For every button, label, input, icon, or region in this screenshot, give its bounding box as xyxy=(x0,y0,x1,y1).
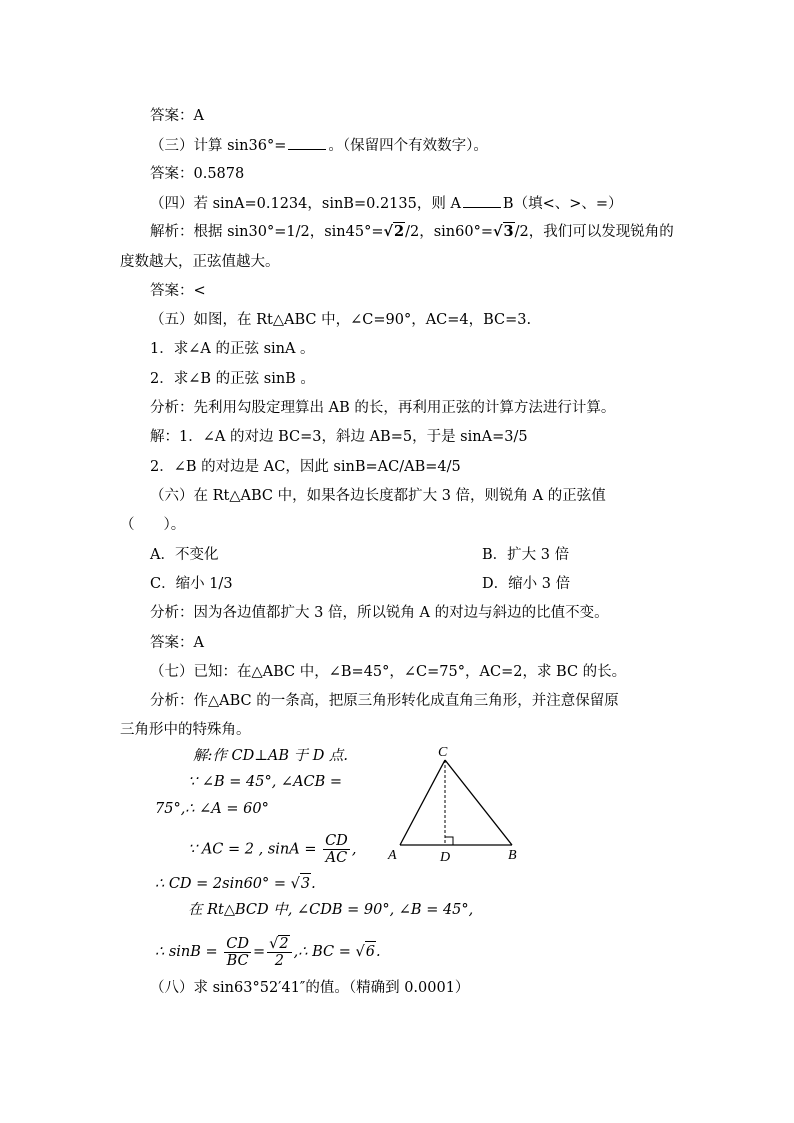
answer-line: 答案：A xyxy=(150,108,204,124)
sqrt-2: √2 xyxy=(383,223,405,240)
answer-blank[interactable] xyxy=(463,193,501,208)
solution-7-step2: ∵ ∠B = 45°, ∠ACB = xyxy=(188,774,343,790)
answer-line: 答案：0.5878 xyxy=(150,166,245,182)
analysis-4-cont: 度数越大，正弦值越大。 xyxy=(120,254,280,270)
answer-line: 答案：A xyxy=(150,635,204,651)
side-bc xyxy=(445,760,512,845)
analysis-7-cont: 三角形中的特殊角。 xyxy=(120,722,251,738)
label-a: A xyxy=(388,848,397,863)
side-ac xyxy=(400,760,445,845)
question-5-part2: 2．求∠B 的正弦 sinB 。 xyxy=(150,371,315,387)
solution-5-1: 解：1．∠A 的对边 BC=3，斜边 AB=5，于是 sinA=3/5 xyxy=(150,429,528,445)
option-a: A．不变化 xyxy=(150,547,219,563)
question-7: （七）已知：在△ABC 中，∠B=45°，∠C=75°，AC=2，求 BC 的长。 xyxy=(150,664,627,680)
label-c: C xyxy=(438,745,448,760)
fraction-cd-ac: $\frac{CD}{AC}$ xyxy=(325,833,348,866)
option-d: D．缩小 3 倍 xyxy=(482,576,571,592)
solution-7-step6: 在 Rt△BCD 中, ∠CDB = 90°, ∠B = 45°, xyxy=(188,902,474,918)
solution-7-step4: ∵ AC = 2 , sinA = $\frac{CD}{AC}$ , xyxy=(188,833,357,866)
triangle-figure xyxy=(380,740,530,866)
analysis-5: 分析：先利用勾股定理算出 AB 的长，再利用正弦的计算方法进行计算。 xyxy=(150,400,616,416)
solution-7-step5: ∴ CD = 2sin60° = √3. xyxy=(155,873,316,894)
answer-blank[interactable] xyxy=(288,135,326,150)
option-b: B．扩大 3 倍 xyxy=(482,547,570,563)
question-3: （三）计算 sin36°= 。（保留四个有效数字）。 xyxy=(150,135,488,156)
analysis-7: 分析：作△ABC 的一条高，把原三角形转化成直角三角形，并注意保留原 xyxy=(150,693,619,709)
solution-7-step3: 75°,∴ ∠A = 60° xyxy=(155,801,269,817)
question-8: （八）求 sin63°52′41″的值。（精确到 0.0001） xyxy=(150,980,470,996)
option-c: C．缩小 1/3 xyxy=(150,576,233,592)
analysis-6: 分析：因为各边值都扩大 3 倍，所以锐角 A 的对边与斜边的比值不变。 xyxy=(150,605,609,621)
sqrt-3: √3 xyxy=(291,876,311,892)
question-5: （五）如图，在 Rt△ABC 中，∠C=90°，AC=4，BC=3. xyxy=(150,312,532,328)
label-b: B xyxy=(508,848,517,863)
answer-line: 答案：< xyxy=(150,283,206,299)
sqrt-6: √6 xyxy=(356,944,376,960)
fraction-cd-bc: $\frac{CD}{BC}$ xyxy=(226,935,250,969)
question-5-part1: 1．求∠A 的正弦 sinA 。 xyxy=(150,341,315,357)
solution-7-step1: 解:作 CD⊥AB 于 D 点. xyxy=(193,748,349,764)
question-6: （六）在 Rt△ABC 中，如果各边长度都扩大 3 倍，则锐角 A 的正弦值 xyxy=(150,488,606,504)
question-4: （四）若 sinA=0.1234，sinB=0.2135，则 A B（填<、>、=） xyxy=(150,193,623,214)
solution-7-step7: ∴ sinB = $\frac{CD}{BC}$ = $\frac{√2}{2}$ ,∴ BC = √6. xyxy=(155,935,381,969)
sqrt-3: √3 xyxy=(493,223,514,240)
solution-5-2: 2．∠B 的对边是 AC，因此 sinB=AC/AB=4/5 xyxy=(150,459,461,475)
right-angle-mark xyxy=(445,837,453,845)
label-d: D xyxy=(440,850,451,865)
fraction-sqrt2-2: $\frac{√2}{2}$ xyxy=(267,935,291,969)
question-6-cont: （ ）。 xyxy=(120,517,186,533)
analysis-4: 解析：根据 sin30°=1/2，sin45°=√2/2，sin60°=√3/2，我们可以发现锐角的 xyxy=(150,223,674,240)
